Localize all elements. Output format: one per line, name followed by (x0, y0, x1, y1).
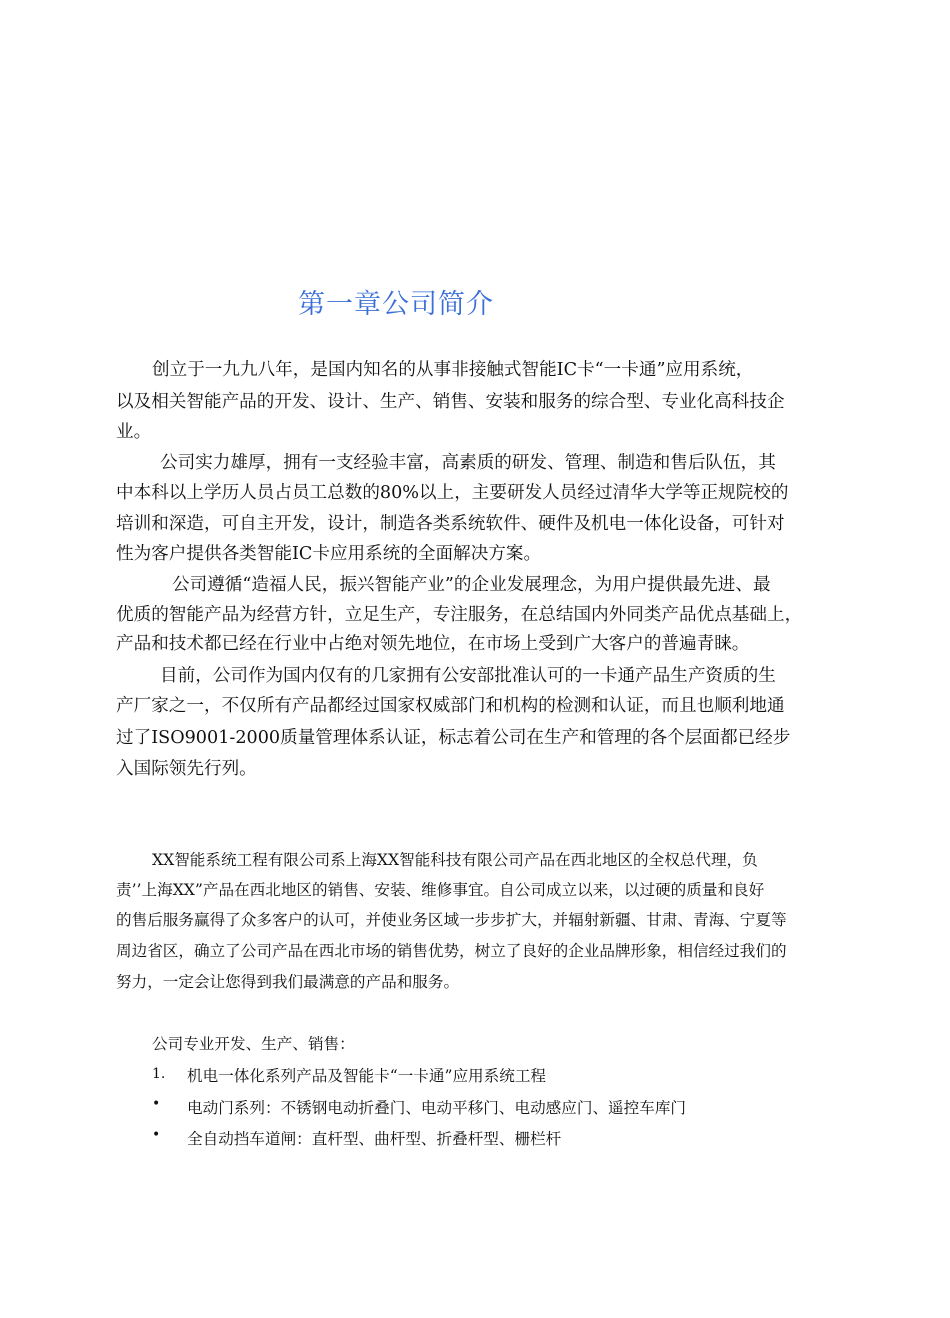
section2-line: 的售后服务赢得了众多客户的认可，并使业务区域一步步扩大，并辐射新疆、甘肃、青海、宁夏等 (116, 911, 787, 929)
chapter-title: 第一章公司简介 (298, 289, 494, 320)
bullet-icon: • (152, 1127, 161, 1143)
section1-line: 创立于一九九八年，是国内知名的从事非接触式智能IC卡“一卡通”应用系统， (152, 360, 754, 380)
list-number: 1. (152, 1066, 166, 1082)
list-item-text: 全自动挡车道闸：直杆型、曲杆型、折叠杆型、栅栏杆 (187, 1130, 562, 1148)
section1-line: 以及相关智能产品的开发、设计、生产、销售、安装和服务的综合型、专业化高科技企 (116, 392, 785, 412)
section1-line: 性为客户提供各类智能IC卡应用系统的全面解决方案。 (116, 544, 542, 564)
section1-line: 公司遵循“造福人民，振兴智能产业”的企业发展理念，为用户提供最先进、最 (172, 575, 771, 595)
section1-line: 入国际领先行列。 (116, 759, 257, 779)
list-item-text: 电动门系列：不锈钢电动折叠门、电动平移门、电动感应门、遥控车库门 (187, 1099, 687, 1117)
section1-line: 产品和技术都已经在行业中占绝对领先地位，在市场上受到广大客户的普遍青睐。 (116, 634, 750, 654)
section2-line: 周边省区，确立了公司产品在西北市场的销售优势，树立了良好的企业品牌形象，相信经过我们的 (116, 942, 787, 960)
section2-line: 责’’上海XX”产品在西北地区的销售、安装、维修事宜。自公司成立以来，以过硬的质量和良好 (116, 881, 765, 899)
section1-line: 公司实力雄厚，拥有一支经验丰富，高素质的研发、管理、制造和售后队伍，其 (160, 453, 776, 473)
list-item-text: 机电一体化系列产品及智能卡“一卡通”应用系统工程 (187, 1067, 547, 1085)
section1-line: 目前，公司作为国内仅有的几家拥有公安部批准认可的一卡通产品生产资质的生 (160, 666, 776, 686)
section2-line: XX智能系统工程有限公司系上海XX智能科技有限公司产品在西北地区的全权总代理，负 (152, 851, 758, 869)
section2-line: 努力，一定会让您得到我们最满意的产品和服务。 (116, 973, 460, 991)
section1-line: 过了ISO9001-2000质量管理体系认证，标志着公司在生产和管理的各个层面都已经步 (116, 728, 791, 748)
section1-line: 业。 (116, 422, 152, 442)
section1-line: 培训和深造，可自主开发，设计，制造各类系统软件、硬件及机电一体化设备，可针对 (116, 514, 785, 534)
bullet-icon: • (152, 1096, 161, 1112)
products-intro: 公司专业开发、生产、销售： (152, 1035, 355, 1053)
section1-line: 优质的智能产品为经营方针，立足生产，专注服务，在总结国内外同类产品优点基础上， (116, 605, 803, 625)
section1-line: 中本科以上学历人员占员工总数的80%以上，主要研发人员经过清华大学等正规院校的 (116, 483, 789, 503)
section1-line: 产厂家之一，不仅所有产品都经过国家权威部门和机构的检测和认证，而且也顺利地通 (116, 696, 785, 716)
